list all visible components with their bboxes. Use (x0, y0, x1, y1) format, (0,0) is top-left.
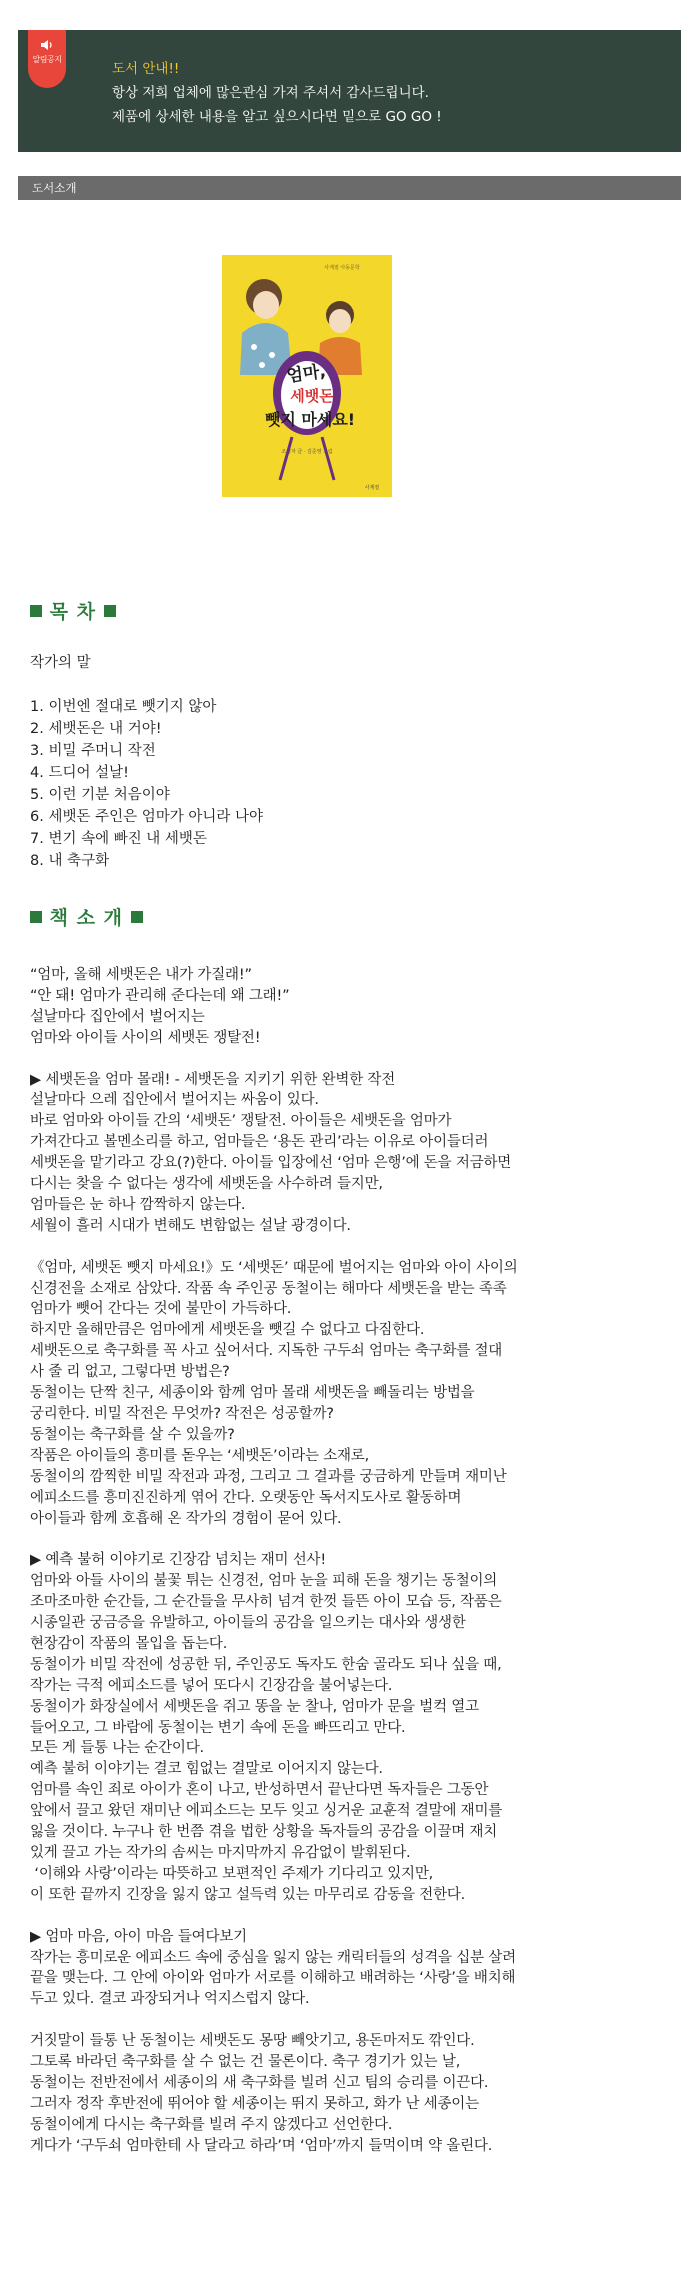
intro-line: 엄마를 속인 죄로 아이가 혼이 나고, 반성하면서 끝난다면 독자들은 그동안 (30, 1782, 489, 1799)
notice-line: 항상 저희 업체에 많은관심 가져 주셔서 감사드립니다. (112, 85, 429, 101)
cover-author: 조성자 글 · 김준영 그림 (281, 449, 333, 455)
intro-heading-label: 책 소 개 (49, 907, 123, 929)
intro-body (30, 965, 685, 2157)
section-bar-book-intro: 도서소개 (18, 176, 681, 200)
intro-line: 작가는 흥미로운 에피소드 속에 중심을 잃지 않는 캐릭터들의 성격을 십분 살려 (30, 1949, 516, 1966)
intro-line: 동철이에게 다시는 축구화를 빌려 주지 않겠다고 선언한다. (30, 2116, 393, 2133)
square-bullet-icon (30, 605, 42, 617)
square-bullet-icon (131, 911, 143, 923)
toc-item (30, 674, 263, 696)
speaker-icon (40, 39, 54, 51)
cover-publisher: 사계절 (364, 485, 380, 491)
book-cover-image (222, 255, 392, 497)
intro-line: 세뱃돈을 맡기라고 강요(?)한다. 아이들 입장에선 ‘엄마 은행’에 돈을 저금하면 (30, 1155, 512, 1172)
intro-line: 동철이는 전반전에서 세종이의 새 축구화를 빌려 신고 팀의 승리를 이끈다. (30, 2074, 489, 2091)
intro-line: 그러자 정작 후반전에 뛰어야 할 세종이는 뛰지 못하고, 화가 난 세종이는 (30, 2095, 479, 2112)
intro-line: 들어오고, 그 바람에 동철이는 변기 속에 돈을 빠뜨리고 만다. (30, 1719, 406, 1736)
toc-item: 3. 비밀 주머니 작전 (30, 743, 156, 759)
intro-line: 예측 불허 이야기는 결코 힘없는 결말로 이어지지 않는다. (30, 1761, 383, 1778)
intro-line: 작품은 아이들의 흥미를 돋우는 ‘세뱃돈’이라는 소재로, (30, 1447, 370, 1464)
notice-banner (18, 30, 681, 152)
intro-line: 두고 있다. 결코 과장되거나 억지스럽지 않다. (30, 1991, 310, 2008)
cover-title-line2: 세뱃돈 (290, 387, 334, 405)
intro-line: 사 줄 리 없고, 그렇다면 방법은? (30, 1364, 230, 1381)
paragraph-gap (30, 1529, 685, 1550)
intro-line: 모든 게 들통 나는 순간이다. (30, 1740, 204, 1757)
notice-line: 제품에 상세한 내용을 알고 싶으시다면 밑으로 GO GO ! (112, 109, 442, 125)
intro-line: 설날마다 으레 집안에서 벌어지는 싸움이 있다. (30, 1092, 319, 1109)
intro-line: 궁리한다. 비밀 작전은 무엇까? 작전은 성공할까? (30, 1406, 334, 1422)
paragraph-gap (30, 1049, 685, 1070)
intro-line: 에피소드를 흥미진진하게 엮어 간다. 오랫동안 독서지도사로 활동하며 (30, 1489, 462, 1506)
intro-line: 동철이가 비밀 작전에 성공한 뒤, 주인공도 독자도 한숨 골라도 되나 싶을 때, (30, 1656, 502, 1673)
toc-item: 6. 세뱃돈 주인은 엄마가 아니라 나야 (30, 809, 263, 825)
intro-line: 엄마들은 눈 하나 깜짝하지 않는다. (30, 1196, 246, 1213)
intro-line: 앞에서 끌고 왔던 재미난 에피소드는 모두 잊고 싱거운 교훈적 결말에 재미를 (30, 1803, 503, 1820)
intro-line: 신경전을 소재로 삼았다. 작품 속 주인공 동철이는 해마다 세뱃돈을 받는 족족 (30, 1280, 507, 1297)
toc-list (30, 652, 263, 872)
toc-item: 8. 내 축구화 (30, 853, 110, 869)
toc-item: 4. 드디어 설날! (30, 765, 129, 781)
intro-line: ‘이해와 사랑’이라는 따뜻하고 보편적인 주제가 기다리고 있지만, (30, 1865, 434, 1882)
paragraph-gap (30, 1237, 685, 1258)
intro-line: 동철이는 축구화를 살 수 있을까? (30, 1426, 235, 1443)
intro-line: 그토록 바라던 축구화를 살 수 없는 건 물론이다. 축구 경기가 있는 날, (30, 2054, 461, 2071)
intro-line: 거짓말이 들통 난 동철이는 세뱃돈도 몽땅 빼앗기고, 용돈마저도 깎인다. (30, 2033, 475, 2050)
intro-line: 아이들과 함께 호흡해 온 작가의 경험이 묻어 있다. (30, 1510, 342, 1527)
intro-line: 설날마다 집안에서 벌어지는 (30, 1008, 205, 1025)
intro-line: 시종일관 궁금증을 유발하고, 아이들의 공감을 일으키는 대사와 생생한 (30, 1615, 466, 1632)
intro-line: 《엄마, 세뱃돈 뺏지 마세요!》도 ‘세뱃돈’ 때문에 벌어지는 엄마와 아이 사이의 (30, 1259, 518, 1276)
intro-line: 동철이는 단짝 친구, 세종이와 함께 엄마 몰래 세뱃돈을 빼돌리는 방법을 (30, 1385, 475, 1402)
intro-line: 엄마와 아들 사이의 불꽃 튀는 신경전, 엄마 눈을 피해 돈을 챙기는 동철이의 (30, 1573, 498, 1590)
notice-badge (28, 30, 66, 88)
intro-line: 엄마와 아이들 사이의 세뱃돈 쟁탈전! (30, 1029, 261, 1046)
intro-line: 동철이가 화장실에서 세뱃돈을 쥐고 똥을 눈 찰나, 엄마가 문을 벌컥 열고 (30, 1698, 479, 1715)
intro-line: 조마조마한 순간들, 그 순간들을 무사히 넘겨 한껏 들뜬 아이 모습 등, 작품은 (30, 1594, 502, 1611)
intro-line: 바로 엄마와 아이들 간의 ‘세뱃돈’ 쟁탈전. 아이들은 세뱃돈을 엄마가 (30, 1113, 452, 1130)
intro-line: ▶ 엄마 마음, 아이 마음 들여다보기 (30, 1928, 247, 1945)
intro-line: ▶ 예측 불허 이야기로 긴장감 넘치는 재미 선사! (30, 1552, 326, 1569)
intro-line: ▶ 세뱃돈을 엄마 몰래! - 세뱃돈을 지키기 위한 완벽한 작전 (30, 1071, 396, 1088)
intro-line: 동철이의 깜찍한 비밀 작전과 과정, 그리고 그 결과를 궁금하게 만들며 재미난 (30, 1468, 507, 1485)
intro-line: “안 돼! 엄마가 관리해 준다는데 왜 그래!” (30, 987, 290, 1004)
notice-badge-label: 알림공지 (32, 55, 62, 64)
intro-line: 잃을 것이다. 누구나 한 번쯤 겪을 법한 상황을 독자들의 공감을 이끌며 재치 (30, 1824, 498, 1841)
intro-line: “엄마, 올해 세뱃돈은 내가 가질래!” (30, 967, 252, 983)
cover-title-line3: 뺏지 마세요! (264, 410, 356, 429)
toc-item: 작가의 말 (30, 655, 91, 671)
cover-title-line1: 엄마, (285, 361, 328, 387)
intro-line: 다시는 찾을 수 없다는 생각에 세뱃돈을 사수하려 들지만, (30, 1176, 383, 1193)
intro-line: 엄마가 뺏어 간다는 것에 불만이 가득하다. (30, 1301, 292, 1318)
intro-line: 게다가 ‘구두쇠 엄마한테 사 달라고 하라’며 ‘엄마’까지 들먹이며 약 올린다. (30, 2137, 493, 2154)
cover-series-text: 사계절 아동문학 (324, 265, 360, 271)
toc-heading (30, 597, 116, 624)
intro-line: 가져간다고 볼멘소리를 하고, 엄마들은 ‘용돈 관리’라는 이유로 아이들더러 (30, 1134, 489, 1151)
toc-heading-label: 목 차 (49, 601, 96, 623)
intro-line: 현장감이 작품의 몰입을 돕는다. (30, 1635, 228, 1652)
toc-item: 7. 변기 속에 빠진 내 세뱃돈 (30, 831, 207, 847)
intro-line: 세월이 흘러 시대가 변해도 변함없는 설날 광경이다. (30, 1217, 351, 1234)
intro-line: 작가는 극적 에피소드를 넣어 또다시 긴장감을 불어넣는다. (30, 1677, 393, 1694)
paragraph-gap (30, 2010, 685, 2031)
notice-line: 도서 안내!! (112, 61, 180, 77)
square-bullet-icon (30, 911, 42, 923)
intro-line: 이 또한 끝까지 긴장을 잃지 않고 설득력 있는 마무리로 감동을 전한다. (30, 1886, 466, 1903)
toc-item: 1. 이번엔 절대로 뺏기지 않아 (30, 699, 217, 715)
intro-line: 하지만 올해만큼은 엄마에게 세뱃돈을 뺏길 수 없다고 다짐한다. (30, 1322, 425, 1339)
paragraph-gap (30, 1906, 685, 1927)
intro-line: 끝을 맺는다. 그 안에 아이와 엄마가 서로를 이해하고 배려하는 ‘사랑’을 배치해 (30, 1970, 516, 1987)
toc-item: 2. 세뱃돈은 내 거야! (30, 721, 162, 737)
intro-heading (30, 903, 143, 930)
square-bullet-icon (104, 605, 116, 617)
notice-text (112, 57, 442, 129)
intro-line: 있게 끌고 가는 작가의 솜씨는 마지막까지 유감없이 발휘된다. (30, 1845, 411, 1862)
toc-item: 5. 이런 기분 처음이야 (30, 787, 170, 803)
intro-line: 세뱃돈으로 축구화를 꼭 사고 싶어서다. 지독한 구두쇠 엄마는 축구화를 절대 (30, 1343, 503, 1360)
